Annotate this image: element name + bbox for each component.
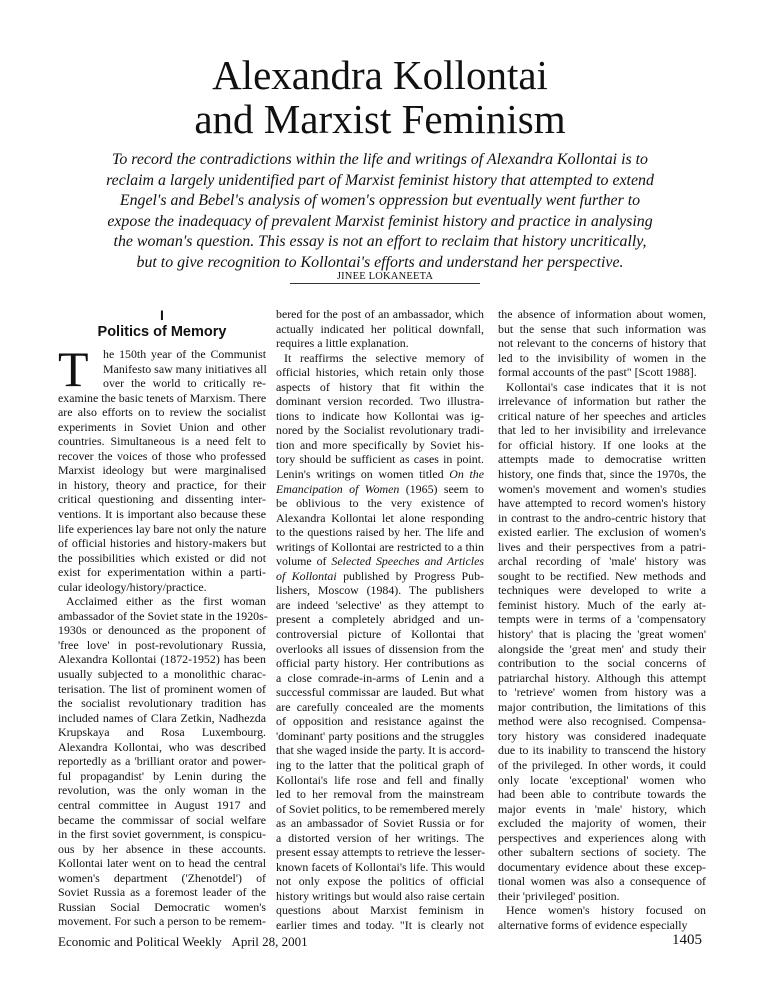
body-text-line: overlooks all issues of dissension from the [276,641,484,656]
body-text-line: a distorted version of her writings. The [276,830,484,845]
body-text-line: led to the invisibility of women in the [498,350,706,365]
body-text-line: It reaffirms the selective memory of [284,350,484,365]
body-text-line: due to its inability to transcend the history [498,743,706,758]
body-text-line: usually subjected to a monolithic charac- [58,667,266,682]
body-text-line: history, one finds that, since the 1970s, the [498,467,706,482]
body-text-line: the absence of information about women, [498,307,706,321]
body-text-line: perspectives and experiences along with [498,830,706,845]
body-text-line: ing to the latter that the political graph of [276,757,484,772]
body-text-line: the possibilities which existed or did not [58,550,266,565]
body-text-line: countries. Simultaneous is a need felt to [58,434,266,449]
body-text-line: Soviet Russia as a foremost leader of the [58,885,266,900]
body-text-line: but the sense that such information was [498,321,706,336]
body-text-line: of Soviet politics, to be remembered merely [276,801,486,816]
body-text-line: Marxist ideology but were marginalised [58,463,266,478]
body-text-line: lives and their perspectives from a patri- [498,539,706,554]
body-text-line: Lenin's writings on women titled On the [276,467,484,482]
body-text-line: Kollontai's life rose and fell and finally [276,772,484,787]
body-text-line: Kollontai's case indicates that it is not [506,379,706,394]
body-text-line: to 'retrieve' women from history was a [498,685,706,700]
body-text-line: major contribution, the limitations of this [498,699,706,714]
section-title: Politics of Memory [97,324,227,340]
body-text-line: of opposition and resistance against the [276,714,484,729]
body-text-line: over the world to critically re- [103,376,266,391]
body-text-line: techniques were developed to write a [498,583,706,598]
body-text-line: experiments in Soviet Union and other [58,419,266,434]
body-text-line: Kollontai later went on to head the central [58,856,266,871]
body-text-line: tional women was also a consequence of [498,874,706,889]
body-text-line: feminist history. Much of the early at- [498,597,706,612]
body-text-line: controversial picture of Kollontai that [276,627,484,642]
body-text-line: are indeed 'selective' as they attempt to [276,597,484,612]
body-text-line: official party history. Her contributions as [276,656,484,671]
page-number: 1405 [672,932,702,948]
body-text-line: existed earlier. The exclusion of women's [498,525,706,540]
footer-journal [58,934,308,950]
section-number: I [160,307,164,323]
body-text-line: tory should be sufficient as cases in point. [276,452,484,467]
body-text-line: in history, theory and practice, for their [58,477,266,492]
body-text-line: in contrast to the andro-centric history that [498,510,706,525]
body-text-line: history' that is placing the 'great women' [498,627,706,642]
column-1 [58,308,266,929]
body-text-line: successful commissar are lauded. But what [276,685,484,700]
body-text-line: aspects of history that fit within the [276,379,484,394]
body-text-line: he 150th year of the Communist [103,347,266,361]
abstract-line: Engel's and Bebel's analysis of women's oppression but eventually went further to [119,192,641,210]
body-text-line: to the questions raised by her. The life and [276,525,484,540]
body-text-line: ful propagandist' by Lenin during the [58,768,266,783]
abstract-line: reclaim a largely unidentified part of Marxist feminist history that attempted to extend [106,171,654,189]
body-text-line: ambassador of the Soviet state in the 1920s- [58,608,268,623]
body-text-line: have attempted to record women's history [498,496,706,511]
body-text-line: life experiences lay bare not only the nature [58,521,267,536]
body-text-line: earlier times and today. "It is clearly not [276,917,484,932]
body-text-line: not only expose the politics of official [276,874,484,889]
body-text-line: exist for experimentation within a parti- [58,565,266,580]
body-text-line: movement. For such a person to be remem- [58,914,266,929]
body-text-line: terisation. The list of prominent women of [58,681,266,696]
body-text-line: official histories, which retain only those [276,365,484,380]
body-text-line: formal accounts of the past" [Scott 1988]. [498,365,697,380]
body-text-line: Alexandra Kollontai (1872-1952) has been [58,652,266,667]
body-text-line: 1930s or denounced as the proponent of [58,623,266,638]
abstract-line: expose the inadequacy of prevalent Marxist feminist history and practice in analysing [107,212,653,230]
body-text-line: only locate 'exceptional' women who [498,772,706,787]
body-text-line: cular ideology/history/practice. [58,579,207,594]
body-text-line: of the privileged. In other words, it could [498,757,706,772]
journal-name: Economic and Political Weekly [58,934,222,949]
body-text-line: included names of Clara Zetkin, Nadhezda [58,710,266,725]
body-text-line: central committee in August 1917 and [58,797,266,812]
body-text-line: major events in 'male' history, which [498,801,706,816]
body-text-line: irrelevance of information but rather the [498,394,706,409]
abstract [90,150,670,274]
body-text-line: dominant version recorded. Two illustra- [276,394,484,409]
body-text-line: requires a little explanation. [276,336,409,351]
body-text-line: sought to be rectified. New methods and [498,568,706,583]
body-text-line: of official histories and history-makers but [58,536,266,551]
body-text-line: their 'privileged' position. [498,888,620,903]
body-text-line: patriarchal history. Although this attempt [498,670,706,685]
body-text-line: present essay attempts to retrieve the lesser- [276,845,486,860]
body-text-line: as an ambassador of Soviet Russia or for [276,816,484,831]
body-text-line: tions to indicate how Kollontai was ig- [276,408,484,423]
body-text-line: archal recording of 'male' history was [498,554,706,569]
author-byline: JINEE LOKANEETA [290,271,480,284]
body-text-line: 'free love' in post-revolutionary Russia, [58,637,266,652]
body-text-line: present a completely abridged and un- [276,612,484,627]
body-text-line: critical questioning and dissenting inter- [58,492,266,507]
body-text-line: history writings but would also raise certain [276,888,485,903]
body-text-line: tempts were in terms of a 'compensatory [498,612,706,627]
body-text-line: Acclaimed either as the first woman [66,594,266,609]
body-text-line: 'dominant' party positions and the struggles [276,728,484,743]
body-text-line: ventions. It is important also because these [58,507,266,522]
body-text-line: known facets of Kollontai's life. This would [276,859,485,874]
abstract-line: but to give recognition to Kollontai's efforts and understand her perspective. [136,253,624,271]
body-text-line: tion and more specifically by Soviet his- [276,437,484,452]
article-title-line-1: Alexandra Kollontai [212,52,548,98]
body-text-line: documentary evidence about these excep- [498,859,706,874]
body-text-line: be oblivious to the very existence of [276,496,484,511]
issue-date: April 28, 2001 [231,934,308,949]
body-text-line: questions about Marxist feminism in [276,903,484,918]
body-text-line: alternative forms of evidence especially [498,917,688,932]
body-text-line: revolution, was the only woman in the [58,783,266,798]
body-text-line: volume of Selected Speeches and Articles [276,554,484,569]
body-text-line: writings of Kollontai are restricted to a thin [276,539,484,554]
column-3 [498,307,706,933]
body-text-line: Hence women's history focused on [506,903,706,918]
body-text-line: are carefully concealed are the moments [276,699,484,714]
body-text-line: method were also recognised. Compensa- [498,714,706,729]
body-text-line: of Kollontai published by Progress Pub- [276,568,484,583]
body-text-line: for official history. If one looks at the [498,437,706,452]
body-text-line: tory history was considered inadequate [498,728,706,743]
body-text-line: recover the voices of those who professed [58,448,266,463]
body-text-line: ous by her absence in these accounts. [58,841,266,856]
body-text-line: contribution to the social concerns of [498,656,706,671]
body-text-line: women's movement and women's studies [498,481,706,496]
body-text-line: examine the basic tenets of Marxism. There [58,390,267,405]
body-text-line: women's department ('Zhenotdel') of [58,870,266,885]
body-text-line: actually indicated her political downfall, [276,321,484,336]
body-text-line: had been able to contribute towards the [498,787,706,802]
body-text-line: attempts made to democratise written [498,452,706,467]
drop-cap-paragraph [58,341,268,929]
column-2 [276,307,484,933]
abstract-line: the woman's question. This essay is not an effort to reclaim that history uncritically, [113,233,647,251]
body-text-line: excluded the majority of women, their [498,816,706,831]
body-text-line: Alexandra Kollontai, who was described [58,739,266,754]
body-text-line: alongside the 'great men' and study their [498,641,706,656]
body-text-line: critical nature of her speeches and articles [498,408,706,423]
body-text-line: Russian Social Democratic women's [58,899,266,914]
body-text-line: the socialist revolutionary tradition has [58,696,266,711]
article-title-line-2: and Marxist Feminism [194,96,566,142]
body-text-line: nored by the Socialist revolutionary tradi- [276,423,484,438]
body-text-line: Emancipation of Women (1965) seem to [276,481,484,496]
body-text-line: not relevant to the concerns of history that [498,336,706,351]
body-text-line: became the commissar of social welfare [58,812,266,827]
body-text-line: in the first soviet government, is conspicu- [58,827,266,842]
body-text-line: Manifesto saw many initiatives all [103,361,267,376]
drop-cap: T [58,341,89,397]
body-text-line: reportedly as a 'brilliant orator and power- [58,754,266,769]
body-text-line: that she waged inside the party. It is accord- [276,743,485,758]
body-text-line: bered for the post of an ambassador, which [276,307,484,321]
body-text-line: other subaltern sections of society. The [498,845,706,860]
body-text-line: Krupskaya and Rosa Luxembourg. [58,725,266,740]
body-text-line: that led to her invisibility and irrelevance [498,423,706,438]
body-text-line: a close comrade-in-arms of Lenin and a [276,670,484,685]
body-text-line: lishers, Moscow (1984). The publishers [276,583,484,598]
body-text-line: led to her removal from the mainstream [276,787,484,802]
body-text-line: are also efforts on to review the socialist [58,405,266,420]
abstract-line: To record the contradictions within the life and writings of Alexandra Kollontai is to [111,151,649,168]
body-text-line: Alexandra Kollontai let alone responding [276,510,484,525]
